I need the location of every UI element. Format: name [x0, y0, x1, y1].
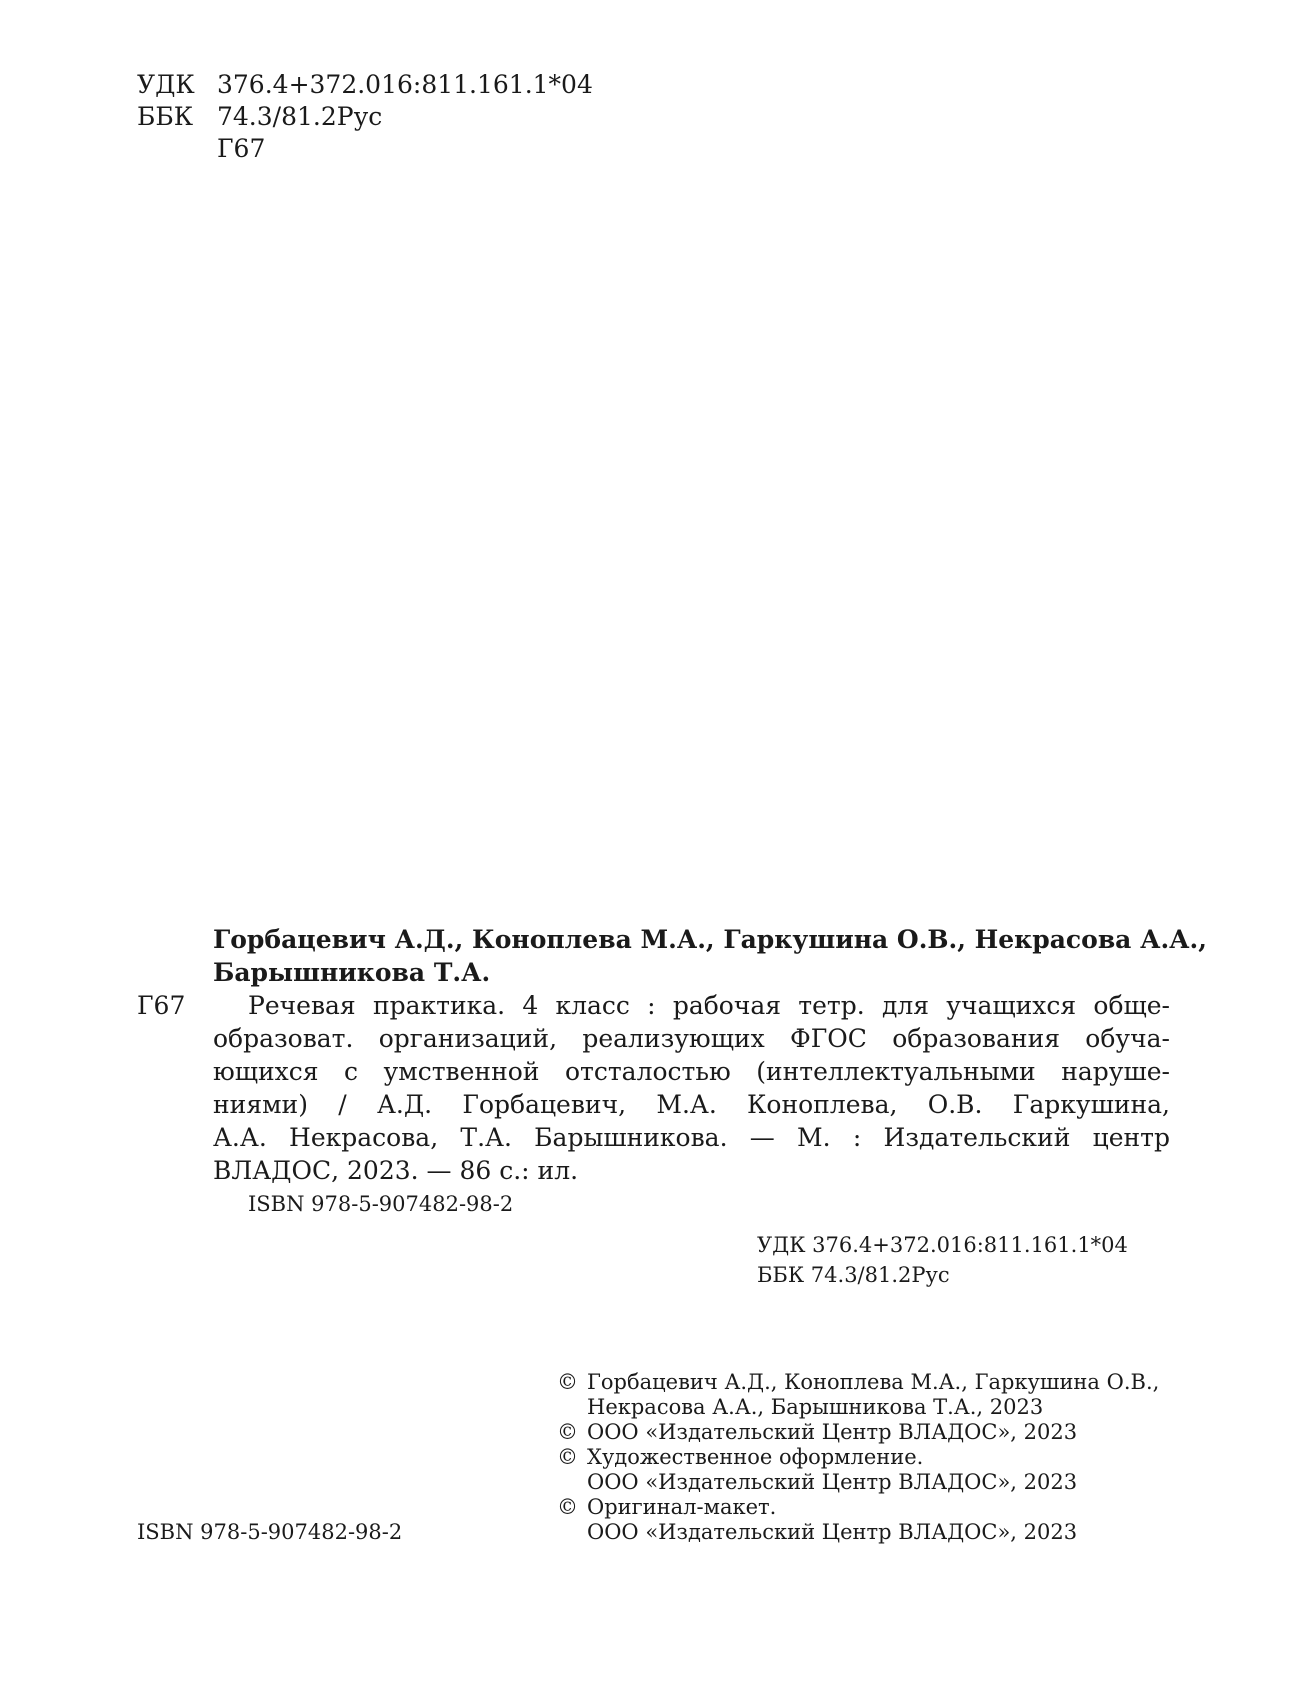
copyright-symbol: © — [557, 1495, 578, 1519]
description-line-6: ВЛАДОС, 2023. — 86 с.: ил. — [213, 1156, 579, 1185]
description-line-5: А.А. Некрасова, Т.А. Барышникова. — М. : Издательский центр — [213, 1123, 1170, 1152]
description-line-1: Речевая практика. 4 класс : рабочая тетр. для учащихся обще- — [248, 991, 1170, 1020]
description-line-4: ниями) / А.Д. Горбацевич, М.А. Коноплева, О.В. Гаркушина, — [213, 1090, 1170, 1119]
copyright-art-design: Художественное оформление. — [587, 1445, 924, 1469]
card-isbn: ISBN 978-5-907482-98-2 — [248, 1192, 514, 1216]
description-line-2: образоват. организаций, реализующих ФГОС образования обуча- — [213, 1024, 1170, 1053]
udk-value: 376.4+372.016:811.161.1*04 — [217, 70, 593, 99]
card-bbk: ББК 74.3/81.2Рус — [757, 1263, 950, 1287]
copyright-layout: Оригинал-макет. — [587, 1495, 777, 1519]
bbk-label: ББК — [137, 102, 194, 131]
copyright-authors-line-2: Некрасова А.А., Барышникова Т.А., 2023 — [587, 1395, 1044, 1419]
copyright-symbol: © — [557, 1445, 578, 1469]
bottom-isbn: ISBN 978-5-907482-98-2 — [137, 1520, 403, 1544]
card-udk: УДК 376.4+372.016:811.161.1*04 — [757, 1233, 1128, 1257]
copyright-publisher: ООО «Издательский Центр ВЛАДОС», 2023 — [587, 1420, 1078, 1444]
copyright-authors-line-1: Горбацевич А.Д., Коноплева М.А., Гаркушина О.В., — [587, 1370, 1160, 1394]
bbk-value: 74.3/81.2Рус — [217, 102, 383, 131]
copyright-symbol: © — [557, 1370, 578, 1394]
description-line-3: ющихся с умственной отсталостью (интеллектуальными наруше- — [213, 1057, 1170, 1086]
author-mark-card: Г67 — [137, 991, 186, 1020]
authors-line-2: Барышникова Т.А. — [213, 958, 491, 987]
copyright-symbol: © — [557, 1420, 578, 1444]
udk-line — [137, 70, 593, 99]
bbk-line — [137, 102, 382, 131]
authors-line-1: Горбацевич А.Д., Коноплева М.А., Гаркушина О.В., Некрасова А.А., — [213, 925, 1207, 954]
copyright-art-design-owner: ООО «Издательский Центр ВЛАДОС», 2023 — [587, 1470, 1078, 1494]
copyright-layout-owner: ООО «Издательский Центр ВЛАДОС», 2023 — [587, 1520, 1078, 1544]
udk-label: УДК — [137, 70, 195, 99]
author-mark-top: Г67 — [217, 134, 266, 163]
